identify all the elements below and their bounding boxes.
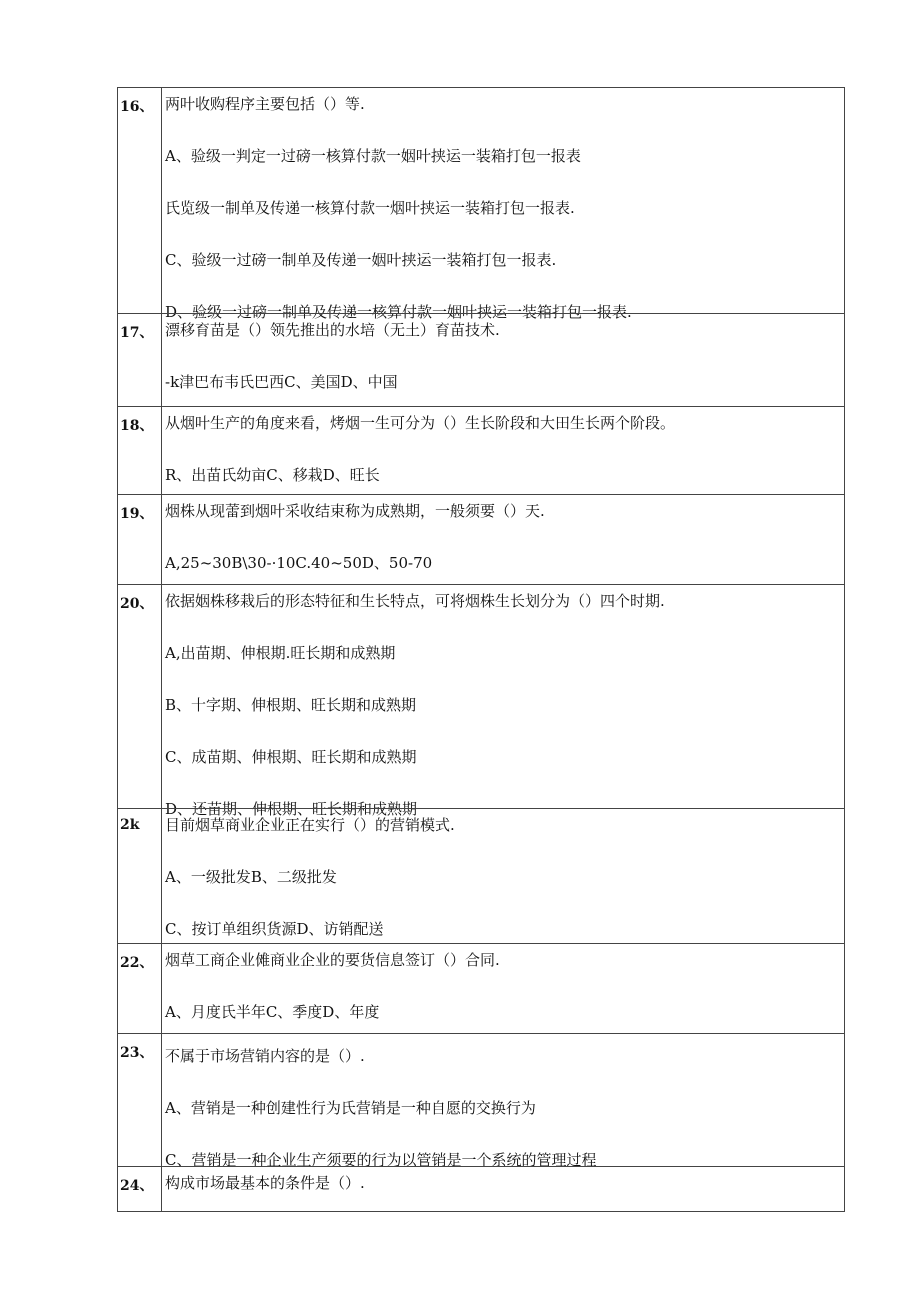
question-number: 16、 xyxy=(118,88,162,313)
question-number: 19、 xyxy=(118,495,162,584)
question-option: C、成苗期、伸根期、旺长期和成熟期 xyxy=(165,748,417,766)
question-option: A,25~30B\30-·10C.40~50D、50-70 xyxy=(165,554,433,572)
question-content xyxy=(162,495,844,573)
question-row xyxy=(118,808,844,943)
question-row xyxy=(118,313,844,406)
question-table xyxy=(117,87,845,1212)
question-option: A、月度氏半年C、季度D、年度 xyxy=(165,1003,380,1021)
question-row xyxy=(118,584,844,818)
question-option: C、按订单组织货源D、访销配送 xyxy=(165,920,384,938)
question-content xyxy=(162,809,844,939)
question-content xyxy=(162,407,844,485)
question-number: 18、 xyxy=(118,407,162,494)
question-option: B、十字期、伸根期、旺长期和成熟期 xyxy=(165,696,417,714)
question-stem: 从烟叶生产的角度来看，烤烟一生可分为（）生长阶段和大田生长两个阶段。 xyxy=(165,414,676,432)
question-option: C、验级一过磅一制单及传递一姻叶挟运一装箱打包一报表. xyxy=(165,251,557,269)
question-content xyxy=(162,314,844,392)
question-stem: 漂移育苗是（）领先推出的水培（无土）育苗技术. xyxy=(165,321,500,339)
question-number: 17、 xyxy=(118,314,162,406)
question-row xyxy=(118,1166,844,1211)
question-option: D、还苗期、伸根期、旺长期和成熟期 xyxy=(165,800,418,818)
question-stem: 烟草工商企业傩商业企业的要货信息签订（）合同. xyxy=(165,951,500,969)
question-option: A、营销是一种创建性行为氏营销是一种自愿的交换行为 xyxy=(165,1099,536,1117)
question-stem: 不属于市场营销内容的是（）. xyxy=(165,1047,365,1065)
question-content xyxy=(162,88,844,322)
question-option: 氏览级一制单及传递一核算付款一烟叶挟运一装箱打包一报表. xyxy=(165,199,575,217)
question-option: A,出苗期、伸根期.旺长期和成熟期 xyxy=(165,644,396,662)
question-option: A、验级一判定一过磅一核算付款一姻叶挟运一装箱打包一报表 xyxy=(165,147,581,165)
question-number: 23、 xyxy=(118,1034,162,1166)
question-stem: 构成市场最基本的条件是（）. xyxy=(165,1174,365,1192)
question-option: C、营销是一种企业生产须要的行为以管销是一个系统的管理过程 xyxy=(165,1151,597,1169)
question-number: 22、 xyxy=(118,944,162,1033)
question-number: 24、 xyxy=(118,1167,162,1211)
question-row xyxy=(118,88,844,321)
question-content xyxy=(162,944,844,1022)
question-content xyxy=(162,585,844,819)
question-option: D、验级一过磅一制单及传递一核算付款一姻叶挟运一装箱打包一报表. xyxy=(165,303,632,321)
question-number: 2k xyxy=(118,809,162,943)
question-stem: 依据姻株移栽后的形态特征和生长特点，可将烟株生长划分为（）四个时期. xyxy=(165,592,665,610)
question-option: -k津巴布韦氏巴西C、美国D、中国 xyxy=(165,373,398,391)
question-option: R、出苗氏幼亩C、移栽D、旺长 xyxy=(165,466,380,484)
question-stem: 两叶收购程序主要包括（）等. xyxy=(165,95,365,113)
question-number: 20、 xyxy=(118,585,162,808)
question-option: A、一级批发B、二级批发 xyxy=(165,868,337,886)
question-row xyxy=(118,1033,844,1169)
question-row xyxy=(118,494,844,584)
question-row xyxy=(118,406,844,494)
question-content xyxy=(162,1034,844,1170)
question-stem: 烟株从现蕾到烟叶采收结束称为成熟期，一般须要（）天. xyxy=(165,502,545,520)
question-row xyxy=(118,943,844,1033)
question-content xyxy=(162,1167,844,1193)
question-stem: 目前烟草商业企业正在实行（）的营销模式. xyxy=(165,816,455,834)
